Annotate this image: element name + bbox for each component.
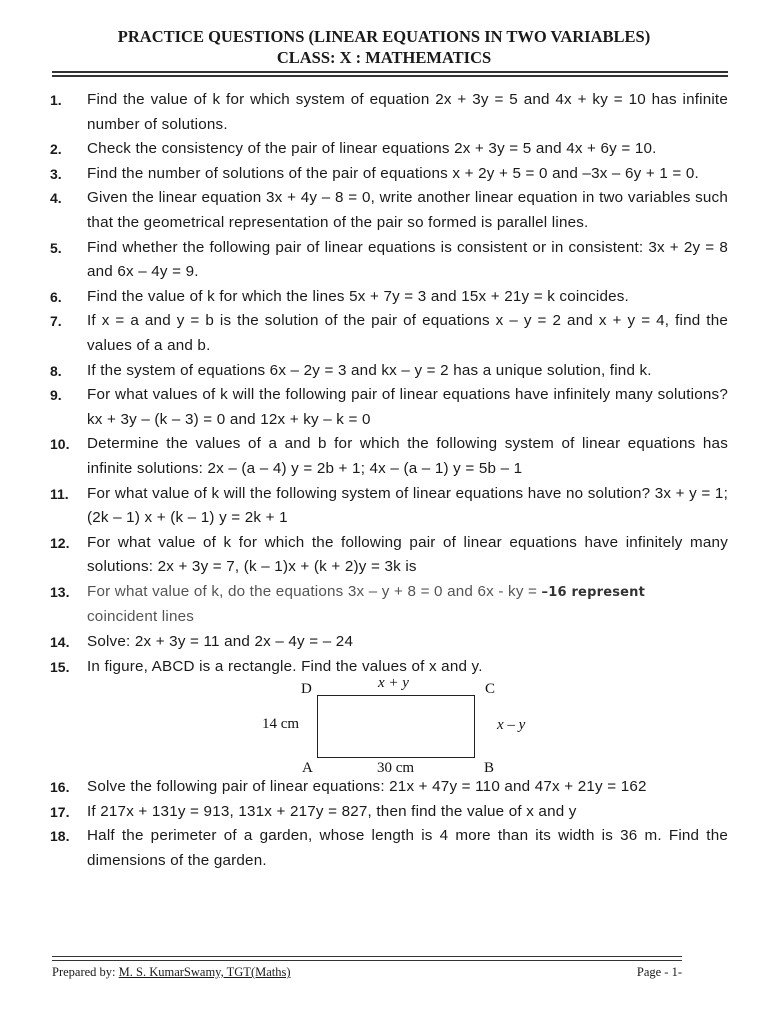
rectangle-figure: [50, 675, 728, 777]
footer-prefix: Prepared by:: [52, 965, 116, 979]
question-7: 7. If x = a and y = b is the solution of the pair of equations x – y = 2 and x + y = 4, find the values of a and b.: [50, 312, 728, 354]
question-18: 18. Half the perimeter of a garden, whose length is 4 more than its width is 36 m. Find the dimensions of the garden.: [50, 827, 728, 870]
footer-rule-bottom: [52, 960, 682, 961]
side-left-label: 14 cm: [262, 716, 300, 733]
side-top-label: x + y: [378, 675, 409, 692]
rectangle-abcd: [317, 695, 475, 758]
page-number: Page - 1-: [636, 965, 682, 979]
vertex-b-label: B: [484, 760, 495, 777]
question-2: 2. Check the consistency of the pair of linear equations 2x + 3y = 5 and 4x + 6y = 10.: [50, 140, 657, 158]
page-subtitle: CLASS: X : MATHEMATICS: [276, 48, 492, 67]
question-13: 13. For what value of k, do the equations 3x – y + 8 = 0 and 6x - ky = –16 represent coincident lines: [50, 582, 646, 626]
question-15: 15. In figure, ABCD is a rectangle. Find the values of x and y.: [50, 657, 483, 675]
question-17: 17. If 217x + 131y = 913, 131x + 217y = 827, then find the value of x and y: [50, 802, 577, 820]
page-footer: [52, 965, 682, 980]
footer-author: M. S. KumarSwamy, TGT(Maths): [118, 965, 291, 979]
question-6: 6. Find the value of k for which the lines 5x + 7y = 3 and 15x + 21y = k coincides.: [50, 287, 629, 305]
question-12: 12. For what value of k for which the following pair of linear equations have infinitely many solutions: 2x + 3y = 7, (k – 1)x + (k + 2)y = 3k is: [50, 533, 728, 576]
header-rule-bottom: [52, 75, 728, 77]
question-4: 4. Given the linear equation 3x + 4y – 8 = 0, write another linear equation in two variables such that the geometrical representation of the pair so formed is parallel lines.: [50, 189, 728, 231]
header-rule-top: [52, 71, 728, 73]
vertex-d-label: D: [301, 681, 312, 698]
question-11: 11. For what value of k will the following system of linear equations have no solution? 3x + y = 1; (2k – 1) x + (k – 1) y = 2k + 1: [50, 484, 728, 527]
vertex-c-label: C: [485, 681, 496, 698]
vertex-a-label: A: [302, 760, 313, 777]
question-13-end: coincident lines: [87, 608, 195, 626]
question-14: 14. Solve: 2x + 3y = 11 and 2x – 4y = – 24: [50, 633, 354, 651]
question-3: 3. Find the number of solutions of the pair of equations x + 2y + 5 = 0 and –3x – 6y + 1 = 0.: [50, 164, 699, 182]
question-16: 16. Solve the following pair of linear equations: 21x + 47y = 110 and 47x + 21y = 162: [50, 778, 647, 796]
question-1: 1. Find the value of k for which system of equation 2x + 3y = 5 and 4x + ky = 10 has infinite number of solutions.: [50, 91, 728, 133]
page-title: PRACTICE QUESTIONS (LINEAR EQUATIONS IN TWO VARIABLES): [117, 27, 651, 46]
question-9: 9. For what values of k will the following pair of linear equations have infinitely many solutions? kx + 3y – (k – 3) = 0 and 12x + ky – k = 0: [50, 386, 728, 428]
question-list: [50, 88, 728, 874]
side-bottom-label: 30 cm: [377, 760, 415, 777]
question-13-text: For what value of k, do the equations 3x – y + 8 = 0 and 6x - ky =: [87, 582, 538, 600]
page-header: [0, 26, 768, 68]
question-8: 8. If the system of equations 6x – 2y = 3 and kx – y = 2 has a unique solution, find k.: [50, 361, 652, 379]
side-right-label: x – y: [497, 717, 526, 734]
question-5: 5. Find whether the following pair of linear equations is consistent or in consistent: 3x + 2y = 8 and 6x – 4y = 9.: [50, 238, 728, 281]
question-10: 10. Determine the values of a and b for which the following system of linear equations has infinite solutions: 2x – (a – 4) y = 2b + 1; 4x – (a – 1) y = 5b – 1: [50, 435, 728, 477]
footer-rule-top: [52, 956, 682, 957]
question-13-tail: –16 represent: [541, 584, 646, 600]
